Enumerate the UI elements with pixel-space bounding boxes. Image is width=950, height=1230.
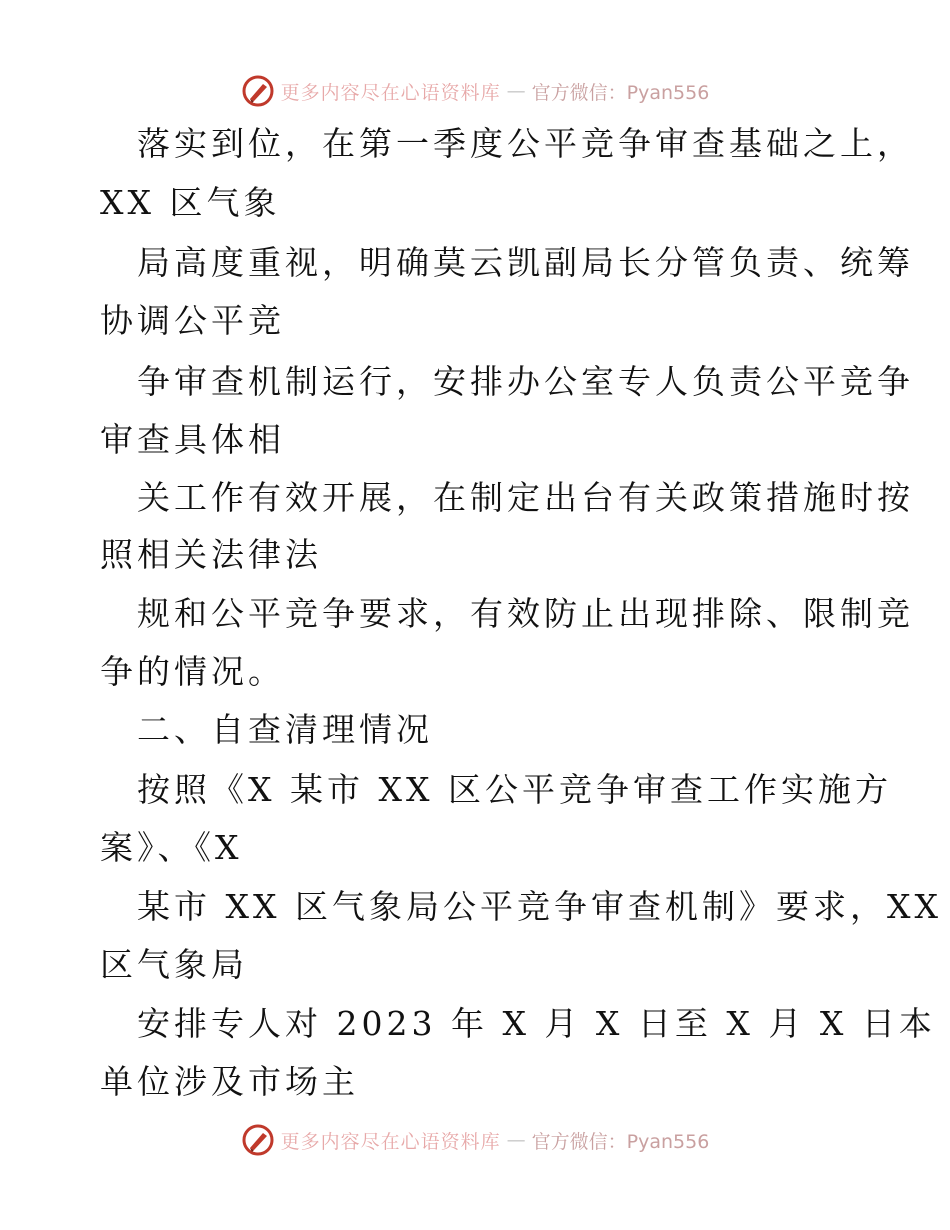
header-watermark xyxy=(0,71,950,111)
text-line: 争的情况。 xyxy=(100,652,285,691)
footer-watermark xyxy=(0,1120,950,1160)
text-line: 审查具体相 xyxy=(100,420,285,459)
text-line: 协调公平竞 xyxy=(100,301,285,340)
pen-logo-icon xyxy=(241,1123,275,1157)
text-line: XX 区气象 xyxy=(100,183,281,222)
watermark-contact-text: 官方微信：Pyan556 xyxy=(531,81,710,104)
pen-logo-icon xyxy=(241,74,275,108)
text-line: 照相关法律法 xyxy=(100,535,322,574)
text-line: 局高度重视，明确莫云凯副局长分管负责、统筹 xyxy=(137,243,914,282)
section-heading: 二、自查清理情况 xyxy=(137,710,433,749)
text-line: 关工作有效开展，在制定出台有关政策措施时按 xyxy=(137,478,914,517)
text-line: 单位涉及市场主 xyxy=(100,1062,359,1101)
text-line: 区气象局 xyxy=(100,945,248,984)
watermark-brand-text: 更多内容尽在心语资料库 xyxy=(280,81,501,104)
watermark-separator: — xyxy=(506,80,526,102)
text-line: 规和公平竞争要求，有效防止出现排除、限制竞 xyxy=(137,594,914,633)
text-line: 落实到位，在第一季度公平竞争审查基础之上， xyxy=(137,124,914,163)
text-line: 按照《X 某市 XX 区公平竞争审查工作实施方 xyxy=(137,770,892,809)
watermark-contact-text: 官方微信：Pyan556 xyxy=(531,1130,710,1153)
text-line: 争审查机制运行，安排办公室专人负责公平竞争 xyxy=(137,362,914,401)
text-line: 某市 XX 区气象局公平竞争审查机制》要求，XX xyxy=(137,887,942,926)
watermark-brand-text: 更多内容尽在心语资料库 xyxy=(280,1130,501,1153)
text-line: 安排专人对 2023 年 X 月 X 日至 X 月 X 日本 xyxy=(137,1004,936,1043)
text-line: 案》、《X xyxy=(100,828,243,867)
watermark-separator: — xyxy=(506,1129,526,1151)
